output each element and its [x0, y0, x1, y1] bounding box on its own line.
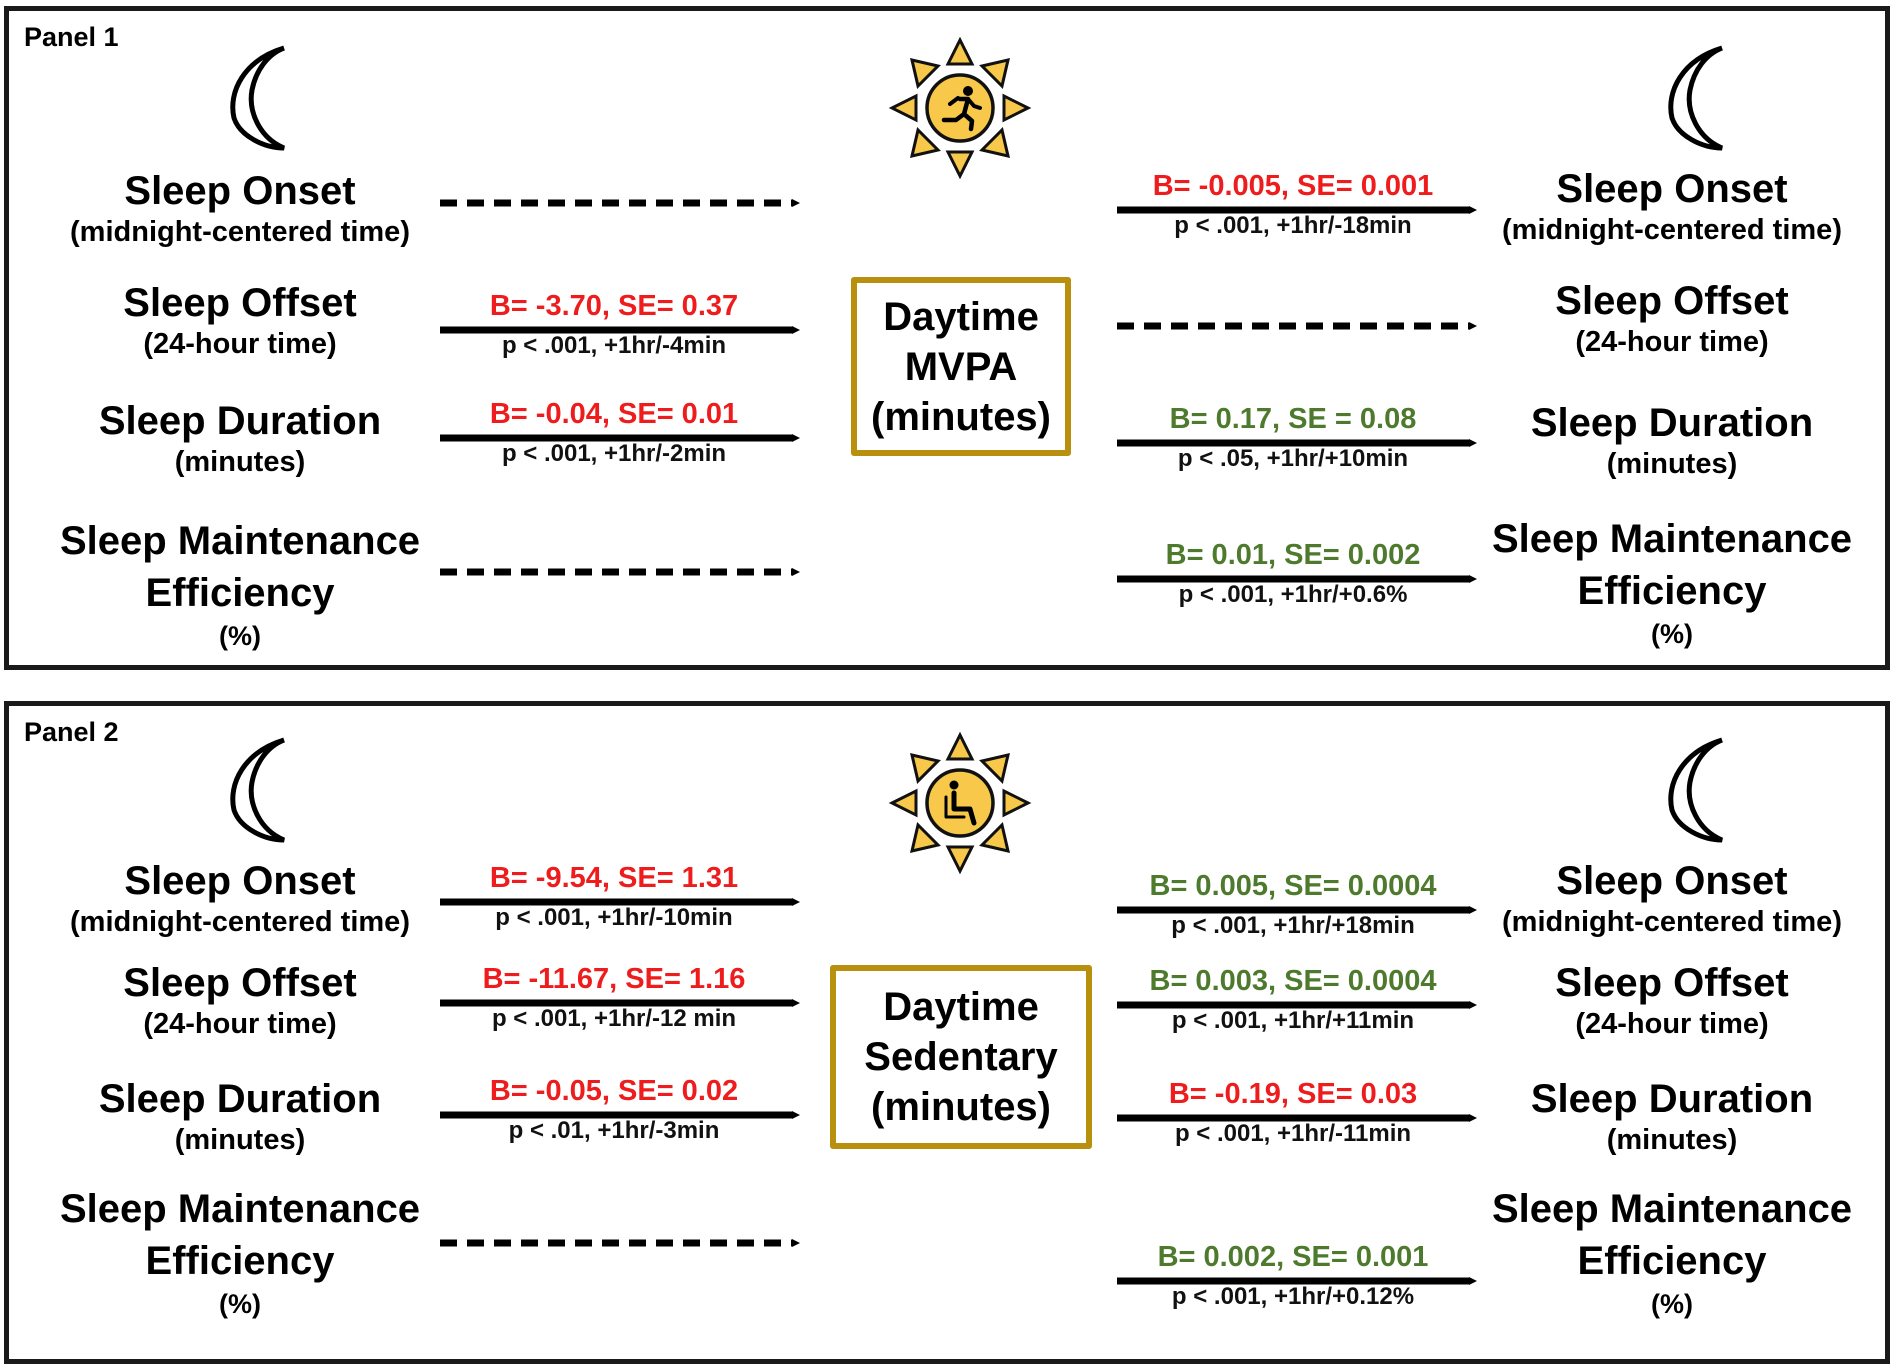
p1-right-sleep-offset: Sleep Offset (24-hour time) [1555, 279, 1789, 358]
p1-left-sleep-maintenance: Sleep Maintenance Efficiency (%) [59, 519, 421, 651]
moon-icon-right-p2 [1671, 740, 1722, 840]
p1-left-sleep-onset: Sleep Onset (midnight-centered time) [70, 169, 410, 248]
p1-left-arrows [440, 203, 792, 572]
p2-left-duration-stat: B= -0.05, SE= 0.02 p < .01, +1hr/-3min [489, 1075, 739, 1144]
p1-right-onset-stat: B= -0.005, SE= 0.001 p < .001, +1hr/-18min [1152, 170, 1434, 239]
p2-right-sleep-offset: Sleep Offset (24-hour time) [1555, 961, 1789, 1040]
p1-left-sleep-duration: Sleep Duration (minutes) [98, 399, 382, 478]
p2-left-sleep-offset: Sleep Offset (24-hour time) [123, 961, 357, 1040]
p2-left-offset-stat: B= -11.67, SE= 1.16 p < .001, +1hr/-12 min [482, 963, 746, 1032]
moon-icon-left-p2 [233, 740, 284, 840]
p1-right-duration-stat: B= 0.17, SE = 0.08 p < .05, +1hr/+10min [1169, 403, 1417, 472]
p2-right-duration-stat: B= -0.19, SE= 0.03 p < .001, +1hr/-11min [1168, 1078, 1418, 1147]
p1-left-duration-stat: B= -0.04, SE= 0.01 p < .001, +1hr/-2min [489, 398, 739, 467]
p2-left-sleep-duration: Sleep Duration (minutes) [98, 1077, 382, 1156]
p2-right-sleep-onset: Sleep Onset (midnight-centered time) [1502, 859, 1842, 938]
p1-right-arrows [1117, 210, 1469, 579]
p1-right-sleep-maintenance: Sleep Maintenance Efficiency (%) [1491, 517, 1853, 649]
p1-right-sleep-duration: Sleep Duration (minutes) [1530, 401, 1814, 480]
p2-left-sleep-onset: Sleep Onset (midnight-centered time) [70, 859, 410, 938]
moon-icon-right-p1 [1671, 48, 1722, 148]
sun-running-person-icon [892, 40, 1028, 176]
p2-right-maintenance-stat: B= 0.002, SE= 0.001 p < .001, +1hr/+0.12% [1157, 1241, 1429, 1310]
p2-right-sleep-duration: Sleep Duration (minutes) [1530, 1077, 1814, 1156]
panel-1-label: Panel 1 [24, 22, 119, 52]
moon-icon-left-p1 [233, 48, 284, 148]
p2-left-sleep-maintenance: Sleep Maintenance Efficiency (%) [59, 1187, 421, 1319]
p2-left-onset-stat: B= -9.54, SE= 1.31 p < .001, +1hr/-10min [489, 862, 739, 931]
p2-left-arrows [440, 902, 792, 1243]
p1-left-sleep-offset: Sleep Offset (24-hour time) [123, 281, 357, 360]
p2-daytime-sedentary-box: Daytime Sedentary (minutes) [830, 965, 1092, 1149]
sun-seated-person-icon [892, 735, 1028, 871]
p1-right-maintenance-stat: B= 0.01, SE= 0.002 p < .001, +1hr/+0.6% [1165, 539, 1421, 608]
panel-2-label: Panel 2 [24, 717, 119, 747]
p2-right-sleep-maintenance: Sleep Maintenance Efficiency (%) [1491, 1187, 1853, 1319]
p2-right-offset-stat: B= 0.003, SE= 0.0004 p < .001, +1hr/+11min [1149, 965, 1437, 1034]
p1-left-offset-stat: B= -3.70, SE= 0.37 p < .001, +1hr/-4min [489, 290, 739, 359]
p1-right-sleep-onset: Sleep Onset (midnight-centered time) [1502, 167, 1842, 246]
p1-daytime-mvpa-box: Daytime MVPA (minutes) [851, 277, 1071, 456]
p2-right-onset-stat: B= 0.005, SE= 0.0004 p < .001, +1hr/+18min [1149, 870, 1437, 939]
